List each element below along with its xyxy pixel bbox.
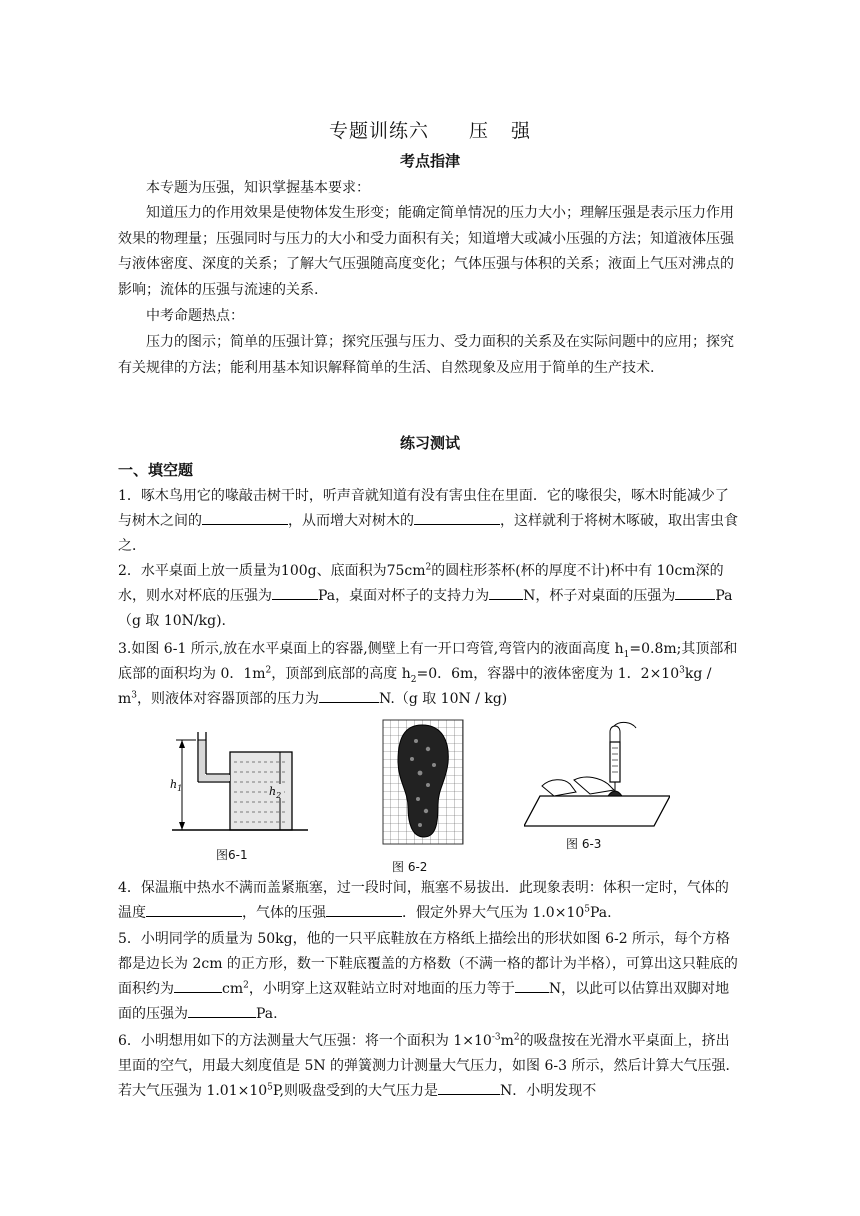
figure-6-3-caption: 图 6-3 (566, 837, 602, 851)
answer-blank[interactable] (174, 978, 222, 993)
intro-text: 本专题为压强，知识掌握基本要求： (146, 180, 370, 196)
question-2: 2．水平桌面上放一质量为100g、底面积为$75cm^2$的圆柱形茶杯(杯的厚度不计)杯中有 10cm深的水，则水对杯底的压强为 Pa，桌面对杯子的支持力为 N，杯子对桌面的压强为 Pa（g 取 10N/kg). (118, 562, 733, 629)
hot-label: 中考命题热点： (146, 308, 244, 324)
figure-6-2-caption: 图 6-2 (392, 860, 428, 874)
answer-blank[interactable] (326, 902, 402, 917)
hot-points-text: 压力的图示；简单的压强计算；探究压强与压力、受力面积的关系及在实际问题中的应用；探究有关规律的方法；能利用基本知识解释简单的生活、自然现象及应用于简单的生产技术. (118, 334, 734, 376)
question-4: 4．保温瓶中热水不满而盖紧瓶塞，过一段时间，瓶塞不易拔出．此现象表明：体积一定时，气体的温度 ，气体的压强 ．假定外界大气压为 $1.0\times 10^5Pa$. (118, 880, 729, 921)
page-title (0, 116, 860, 143)
answer-blank[interactable] (319, 688, 379, 703)
question-6: 6．小明想用如下的方法测量大气压强：将一个面积为 $1\times 10^{-3}m^2$的吸盘按在光滑水平桌面上，挤出里面的空气，用最大刻度值是 5N 的弹簧测力计测量大气压力，如图 6-3 所示，然后计算大气压强．若大气压强为 $1.01\times 10^5P$,则吸盘受到的大气压力是 N．小明发现不 (118, 1032, 740, 1099)
answer-blank[interactable] (202, 510, 288, 525)
figure-6-3 (524, 720, 670, 828)
figure-6-1 (168, 722, 318, 840)
answer-blank[interactable] (272, 585, 318, 600)
answer-blank[interactable] (515, 978, 549, 993)
title-char-1: 压 (468, 120, 489, 142)
answer-blank[interactable] (438, 1080, 500, 1095)
h2-label: $h_2$ (269, 785, 282, 800)
figure-6-2 (382, 719, 464, 845)
question-3: 3.如图 6-1 所示,放在水平桌面上的容器,侧壁上有一开口弯管,弯管内的液面高度 $h_1=0.8m$;其顶部和底部的面积均为 0．$1m^2$，顶部到底部的高度 $h_2=0$．6m，容器中的液体密度为 1．$2\times 10^3kg / m^3$，则液体对容器顶部的压力为 N.（g 取 10N / kg) (118, 641, 738, 707)
answer-blank[interactable] (675, 585, 715, 600)
requirements-text: 知道压力的作用效果是使物体发生形变；能确定简单情况的压力大小；理解压强是表示压力作用效果的物理量；压强同时与压力的大小和受力面积有关；知道增大或减小压强的方法；知道液体压强与液体密度、深度的关系；了解大气压强随高度变化；气体压强与体积的关系；液面上气压对沸点的影响；流体的压强与流速的关系. (118, 205, 734, 298)
section-heading-kaodian: 考点指津 (399, 152, 460, 170)
question-1: 1．啄木鸟用它的喙敲击树干时，听声音就知道有没有害虫住在里面．它的喙很尖，啄木时能减少了与树木之间的 ，从而增大对树木的 ，这样就利于将树木啄破，取出害虫食之． (118, 488, 738, 554)
title-main: 专题训练六 (328, 120, 429, 142)
answer-blank[interactable] (146, 902, 242, 917)
title-char-2: 强 (511, 120, 532, 142)
answer-blank[interactable] (188, 1003, 256, 1018)
answer-blank[interactable] (489, 585, 523, 600)
answer-blank[interactable] (414, 510, 500, 525)
subheading-fill-blank: 一、填空题 (118, 461, 194, 479)
h1-label: $h_1$ (170, 778, 183, 793)
section-heading-lianxi: 练习测试 (399, 434, 460, 452)
figure-6-1-caption: 图6-1 (216, 848, 248, 862)
question-5: 5．小明同学的质量为 50kg，他的一只平底鞋放在方格纸上描绘出的形状如图 6-2 所示，每个方格都是边长为 2cm 的正方形，数一下鞋底覆盖的方格数（不满一格的都计为半格），可算出这只鞋底的面积约为 $cm^2$，小明穿上这双鞋站立时对地面的压力等于 N，以此可以估算出双脚对地面的压强为 Pa. (118, 931, 738, 1022)
